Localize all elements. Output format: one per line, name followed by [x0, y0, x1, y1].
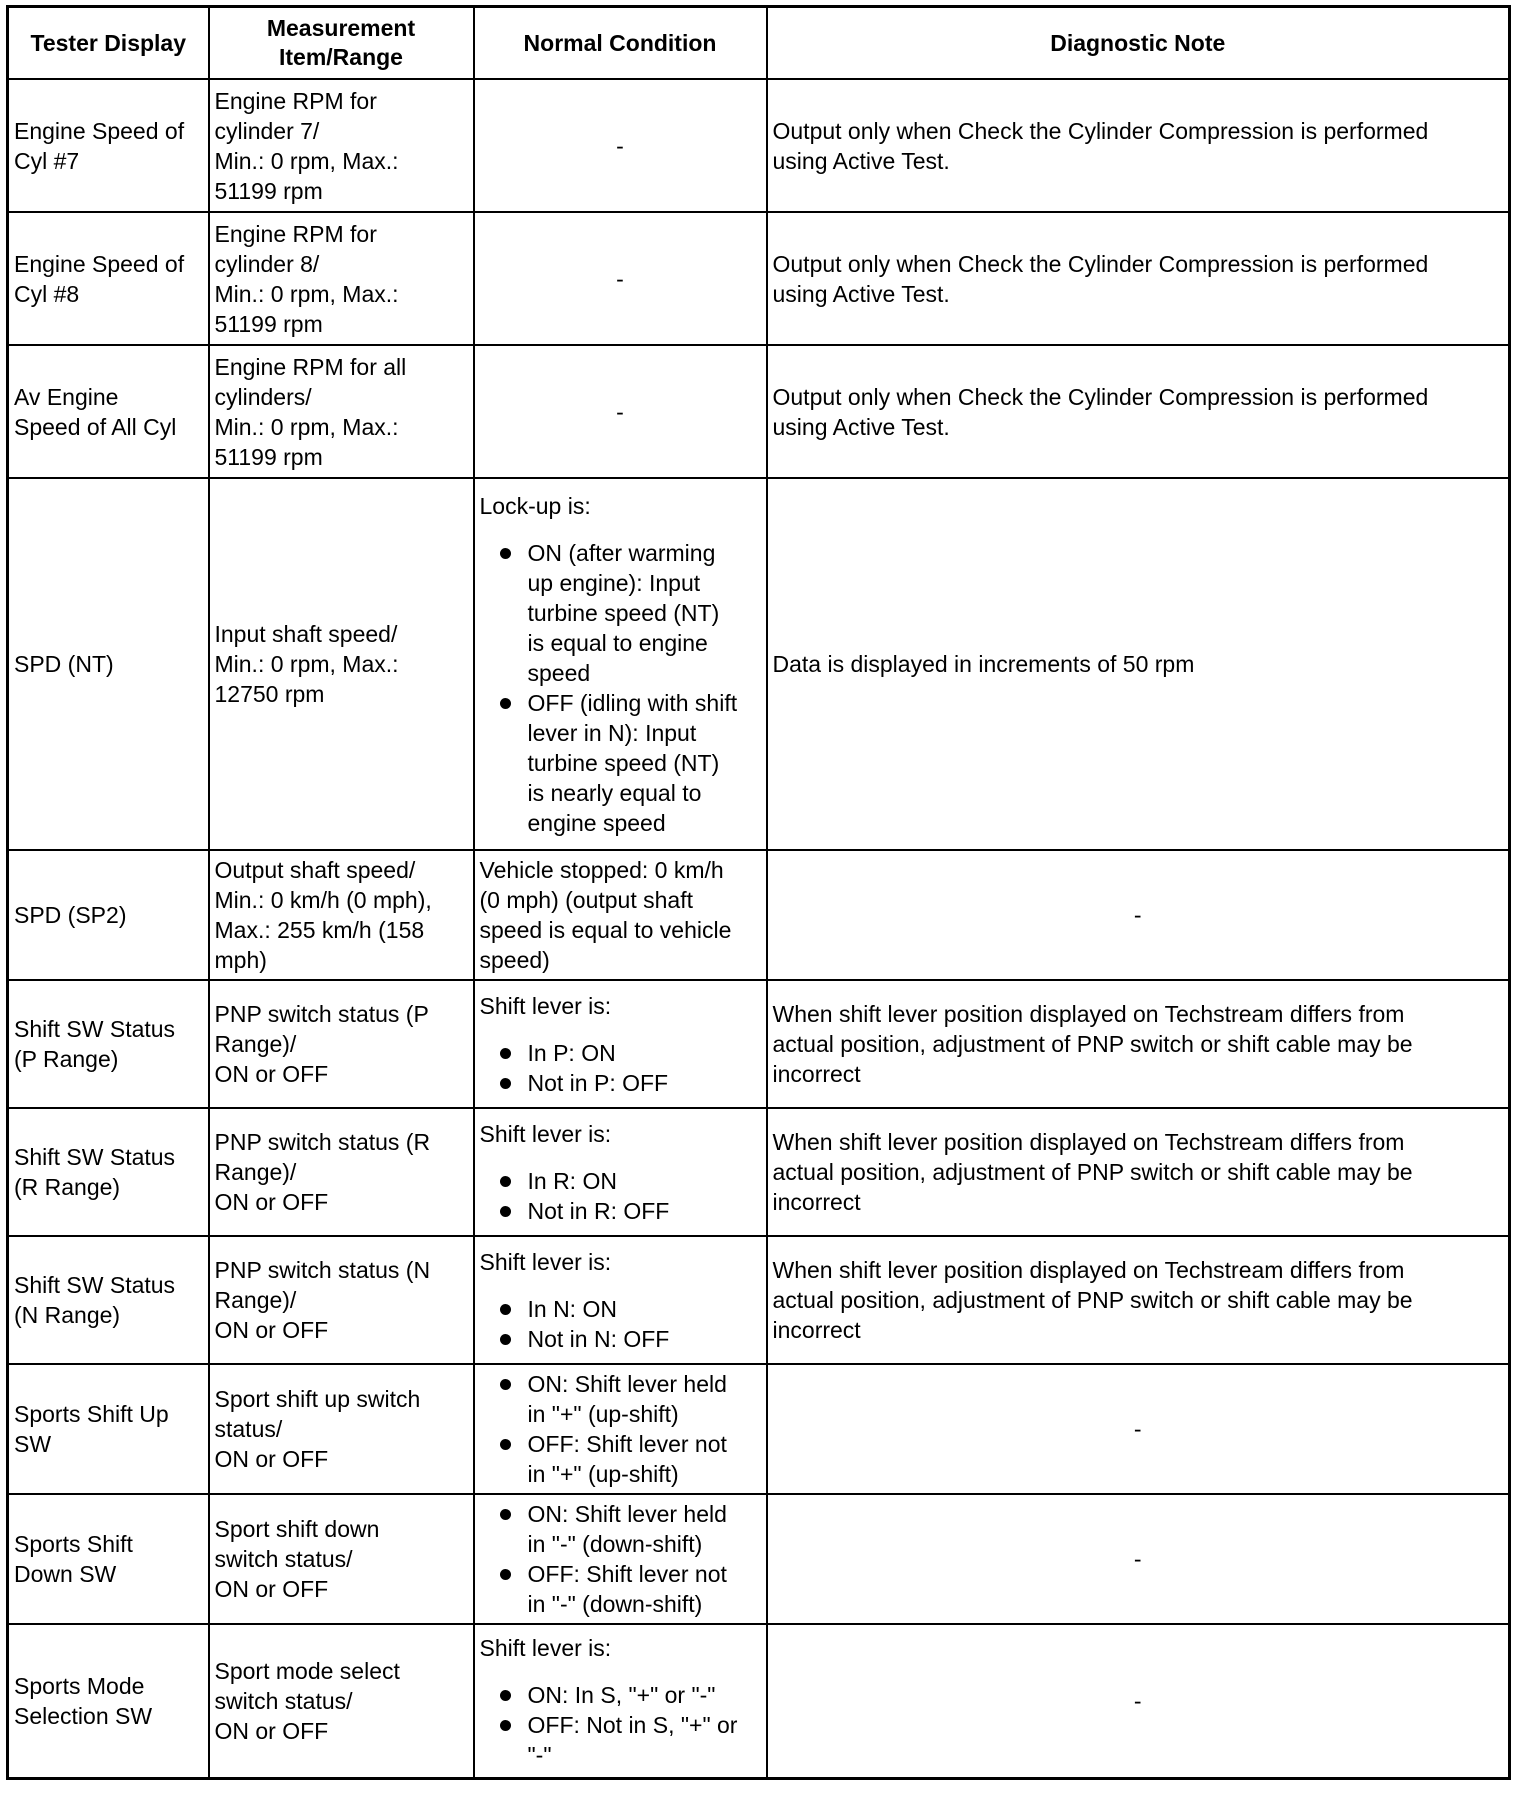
tester-display-cell: [8, 1108, 209, 1236]
cell-line: ON or OFF: [214, 1061, 329, 1087]
list-item: [480, 1559, 761, 1619]
table-row: [8, 1494, 1510, 1624]
cell-line: in "-" (down-shift): [527, 1531, 703, 1557]
list-item: [480, 1196, 761, 1226]
cell-line: ON or OFF: [214, 1317, 329, 1343]
cell-line: using Active Test.: [772, 147, 950, 174]
cell-line: Cyl #7: [14, 147, 80, 174]
measurement-cell: [209, 79, 474, 212]
normal-condition-intro: Shift lever is:: [479, 992, 612, 1019]
cell-line: ON (after warming: [527, 539, 716, 566]
normal-condition-list: [480, 1166, 761, 1226]
list-item: [480, 1369, 761, 1429]
cell-line: Engine Speed of: [14, 250, 185, 277]
cell-line: Output only when Check the Cylinder Compression is performed: [772, 250, 1429, 277]
table-row: [8, 1236, 1510, 1364]
cell-line: ON or OFF: [214, 1189, 329, 1215]
cell-line: Not in R: OFF: [527, 1197, 670, 1224]
cell-line: ON: Shift lever held: [527, 1371, 727, 1397]
list-item: [480, 1038, 761, 1068]
measurement-cell: [209, 1236, 474, 1364]
cell-line: Selection SW: [14, 1703, 153, 1729]
normal-condition-list: [480, 1369, 761, 1489]
cell-line: When shift lever position displayed on Techstream differs from: [772, 1257, 1405, 1283]
cell-line: ON: In S, "+" or "-": [527, 1681, 716, 1708]
list-item: [480, 1166, 761, 1196]
cell-line: cylinder 8/: [214, 250, 320, 277]
cell-line: ON: Shift lever held: [527, 1501, 727, 1527]
cell-line: Sports Shift: [14, 1531, 133, 1557]
normal-condition-cell: [474, 1624, 767, 1779]
normal-condition-intro: Shift lever is:: [479, 1248, 612, 1275]
cell-line: Sports Mode: [14, 1673, 145, 1699]
normal-condition-list: [480, 1294, 761, 1354]
cell-line: Shift SW Status: [14, 1144, 176, 1170]
table-row: [8, 980, 1510, 1108]
diagnostic-note-cell: [767, 980, 1510, 1108]
cell-line: in "+" (up-shift): [527, 1461, 679, 1487]
cell-line: Range)/: [214, 1031, 297, 1057]
cell-line: engine speed: [527, 809, 666, 836]
list-item: [480, 1680, 761, 1710]
cell-line: Output shaft speed/: [214, 857, 416, 883]
cell-line: Not in P: OFF: [527, 1069, 669, 1096]
cell-line: SPD (NT): [14, 651, 114, 677]
cell-line: actual position, adjustment of PNP switch or shift cable may be: [772, 1031, 1413, 1057]
tester-display-cell: [8, 1364, 209, 1494]
list-item: [480, 1068, 761, 1098]
table-row: [8, 1364, 1510, 1494]
measurement-cell: [209, 980, 474, 1108]
table-row: [8, 79, 1510, 212]
cell-line: using Active Test.: [772, 413, 950, 440]
measurement-cell: [209, 1494, 474, 1624]
cell-line: OFF: Shift lever not: [527, 1561, 727, 1587]
cell-line: SPD (SP2): [14, 902, 127, 928]
measurement-cell: [209, 1108, 474, 1236]
cell-line: Speed of All Cyl: [14, 413, 177, 440]
cell-line: (0 mph) (output shaft: [479, 887, 693, 913]
cell-line: up engine): Input: [527, 569, 701, 596]
cell-line: Range)/: [214, 1287, 297, 1313]
normal-condition-intro: Lock-up is:: [479, 492, 591, 519]
cell-line: PNP switch status (N: [214, 1257, 431, 1283]
cell-line: speed: [527, 659, 591, 686]
tester-display-cell: [8, 478, 209, 850]
table-row: [8, 212, 1510, 345]
list-item: [480, 1499, 761, 1559]
cell-line: (P Range): [14, 1046, 119, 1072]
cell-line: Engine RPM for: [214, 220, 377, 247]
cell-line: actual position, adjustment of PNP switch or shift cable may be: [772, 1287, 1413, 1313]
list-item: [480, 688, 761, 838]
cell-line: in "+" (up-shift): [527, 1401, 679, 1427]
data-list-table-container: [6, 5, 1508, 1780]
table-row: [8, 850, 1510, 980]
cell-line: Data is displayed in increments of 50 rpm: [772, 651, 1195, 677]
table-row: [8, 1108, 1510, 1236]
diagnostic-note-cell: -: [767, 1494, 1510, 1624]
data-list-table: [6, 5, 1511, 1780]
cell-line: In P: ON: [527, 1039, 616, 1066]
cell-line: Engine RPM for all: [214, 353, 407, 380]
normal-condition-list: [480, 1499, 761, 1619]
cell-line: Output only when Check the Cylinder Compression is performed: [772, 383, 1429, 410]
cell-line: turbine speed (NT): [527, 749, 720, 776]
cell-line: ON or OFF: [214, 1718, 329, 1744]
measurement-cell: [209, 850, 474, 980]
cell-line: Output only when Check the Cylinder Compression is performed: [772, 117, 1429, 144]
cell-line: Av Engine: [14, 383, 119, 410]
cell-line: OFF: Shift lever not: [527, 1431, 727, 1457]
cell-line: status/: [214, 1416, 283, 1442]
tester-display-cell: [8, 980, 209, 1108]
table-row: [8, 345, 1510, 478]
cell-line: Down SW: [14, 1561, 117, 1587]
measurement-cell: [209, 1364, 474, 1494]
cell-line: incorrect: [772, 1189, 861, 1215]
cell-line: OFF: Not in S, "+" or: [527, 1711, 738, 1738]
cell-line: Engine Speed of: [14, 117, 185, 144]
cell-line: cylinders/: [214, 383, 312, 410]
cell-line: Min.: 0 km/h (0 mph),: [214, 887, 432, 913]
cell-line: "-": [527, 1741, 552, 1768]
cell-line: Range)/: [214, 1159, 297, 1185]
tester-display-cell: [8, 1624, 209, 1779]
normal-condition-cell: -: [474, 79, 767, 212]
diagnostic-note-cell: -: [767, 1624, 1510, 1779]
cell-line: Min.: 0 rpm, Max.:: [214, 147, 399, 174]
list-item: [480, 1294, 761, 1324]
cell-line: 12750 rpm: [214, 681, 325, 707]
normal-condition-list: [480, 1680, 761, 1770]
normal-condition-cell: [474, 1108, 767, 1236]
cell-line: 51199 rpm: [214, 177, 323, 204]
diagnostic-note-cell: [767, 345, 1510, 478]
diagnostic-note-cell: [767, 79, 1510, 212]
cell-line: in "-" (down-shift): [527, 1591, 703, 1617]
cell-line: switch status/: [214, 1546, 353, 1572]
normal-condition-intro: Shift lever is:: [479, 1120, 612, 1147]
cell-line: When shift lever position displayed on Techstream differs from: [772, 1001, 1405, 1027]
header-measurement-item-range: [209, 7, 474, 80]
cell-line: Max.: 255 km/h (158: [214, 917, 425, 943]
tester-display-cell: [8, 345, 209, 478]
cell-line: actual position, adjustment of PNP switch or shift cable may be: [772, 1159, 1413, 1185]
header-diagnostic-note: Diagnostic Note: [767, 7, 1510, 80]
header-tester-display: Tester Display: [8, 7, 209, 80]
diagnostic-note-cell: [767, 478, 1510, 850]
header-measurement-line2: Item/Range: [279, 44, 403, 70]
cell-line: is equal to engine: [527, 629, 708, 656]
normal-condition-cell: [474, 478, 767, 850]
cell-line: SW: [14, 1431, 52, 1457]
normal-condition-cell: [474, 1364, 767, 1494]
normal-condition-cell: [474, 850, 767, 980]
cell-line: lever in N): Input: [527, 719, 697, 746]
diagnostic-note-cell: [767, 1108, 1510, 1236]
tester-display-cell: [8, 850, 209, 980]
cell-line: switch status/: [214, 1688, 353, 1714]
cell-line: 51199 rpm: [214, 443, 323, 470]
list-item: [480, 1324, 761, 1354]
table-row: [8, 478, 1510, 850]
normal-condition-list: [480, 538, 761, 838]
normal-condition-cell: -: [474, 345, 767, 478]
measurement-cell: [209, 1624, 474, 1779]
cell-line: Input shaft speed/: [214, 621, 398, 647]
normal-condition-cell: [474, 980, 767, 1108]
tester-display-cell: [8, 79, 209, 212]
diagnostic-note-cell: [767, 212, 1510, 345]
header-row: [8, 7, 1510, 80]
cell-line: incorrect: [772, 1317, 861, 1343]
cell-line: Sport shift down: [214, 1516, 380, 1542]
cell-line: Shift SW Status: [14, 1016, 176, 1042]
cell-line: speed is equal to vehicle: [479, 917, 732, 943]
cell-line: In N: ON: [527, 1295, 617, 1322]
tester-display-cell: [8, 1494, 209, 1624]
cell-line: (N Range): [14, 1302, 121, 1328]
cell-line: 51199 rpm: [214, 310, 323, 337]
cell-line: PNP switch status (R: [214, 1129, 431, 1155]
cell-line: cylinder 7/: [214, 117, 320, 144]
cell-line: ON or OFF: [214, 1576, 329, 1602]
cell-line: incorrect: [772, 1061, 861, 1087]
normal-condition-intro: Shift lever is:: [479, 1634, 612, 1661]
cell-line: Min.: 0 rpm, Max.:: [214, 413, 399, 440]
list-item: [480, 1710, 761, 1770]
cell-line: Shift SW Status: [14, 1272, 176, 1298]
cell-line: using Active Test.: [772, 280, 950, 307]
measurement-cell: [209, 212, 474, 345]
cell-line: When shift lever position displayed on Techstream differs from: [772, 1129, 1405, 1155]
diagnostic-note-cell: -: [767, 1364, 1510, 1494]
cell-line: Sport shift up switch: [214, 1386, 421, 1412]
cell-line: ON or OFF: [214, 1446, 329, 1472]
measurement-cell: [209, 345, 474, 478]
cell-line: (R Range): [14, 1174, 121, 1200]
tester-display-cell: [8, 212, 209, 345]
diagnostic-note-cell: -: [767, 850, 1510, 980]
cell-line: In R: ON: [527, 1167, 617, 1194]
cell-line: mph): [214, 947, 267, 973]
cell-line: is nearly equal to: [527, 779, 702, 806]
normal-condition-cell: [474, 1494, 767, 1624]
cell-line: Sports Shift Up: [14, 1401, 169, 1427]
cell-line: Sport mode select: [214, 1658, 400, 1684]
normal-condition-cell: [474, 1236, 767, 1364]
tester-display-cell: [8, 1236, 209, 1364]
list-item: [480, 538, 761, 688]
cell-line: Engine RPM for: [214, 87, 377, 114]
header-measurement-line1: Measurement: [266, 15, 416, 41]
cell-line: Cyl #8: [14, 280, 80, 307]
cell-line: Min.: 0 rpm, Max.:: [214, 651, 399, 677]
header-normal-condition: Normal Condition: [474, 7, 767, 80]
table-row: [8, 1624, 1510, 1779]
cell-line: PNP switch status (P: [214, 1001, 429, 1027]
cell-line: speed): [479, 947, 550, 973]
normal-condition-list: [480, 1038, 761, 1098]
normal-condition-cell: -: [474, 212, 767, 345]
cell-line: OFF (idling with shift: [527, 689, 738, 716]
list-item: [480, 1429, 761, 1489]
cell-line: Not in N: OFF: [527, 1325, 670, 1352]
cell-line: Min.: 0 rpm, Max.:: [214, 280, 399, 307]
measurement-cell: [209, 478, 474, 850]
cell-line: turbine speed (NT): [527, 599, 720, 626]
cell-line: Vehicle stopped: 0 km/h: [479, 857, 724, 883]
diagnostic-note-cell: [767, 1236, 1510, 1364]
